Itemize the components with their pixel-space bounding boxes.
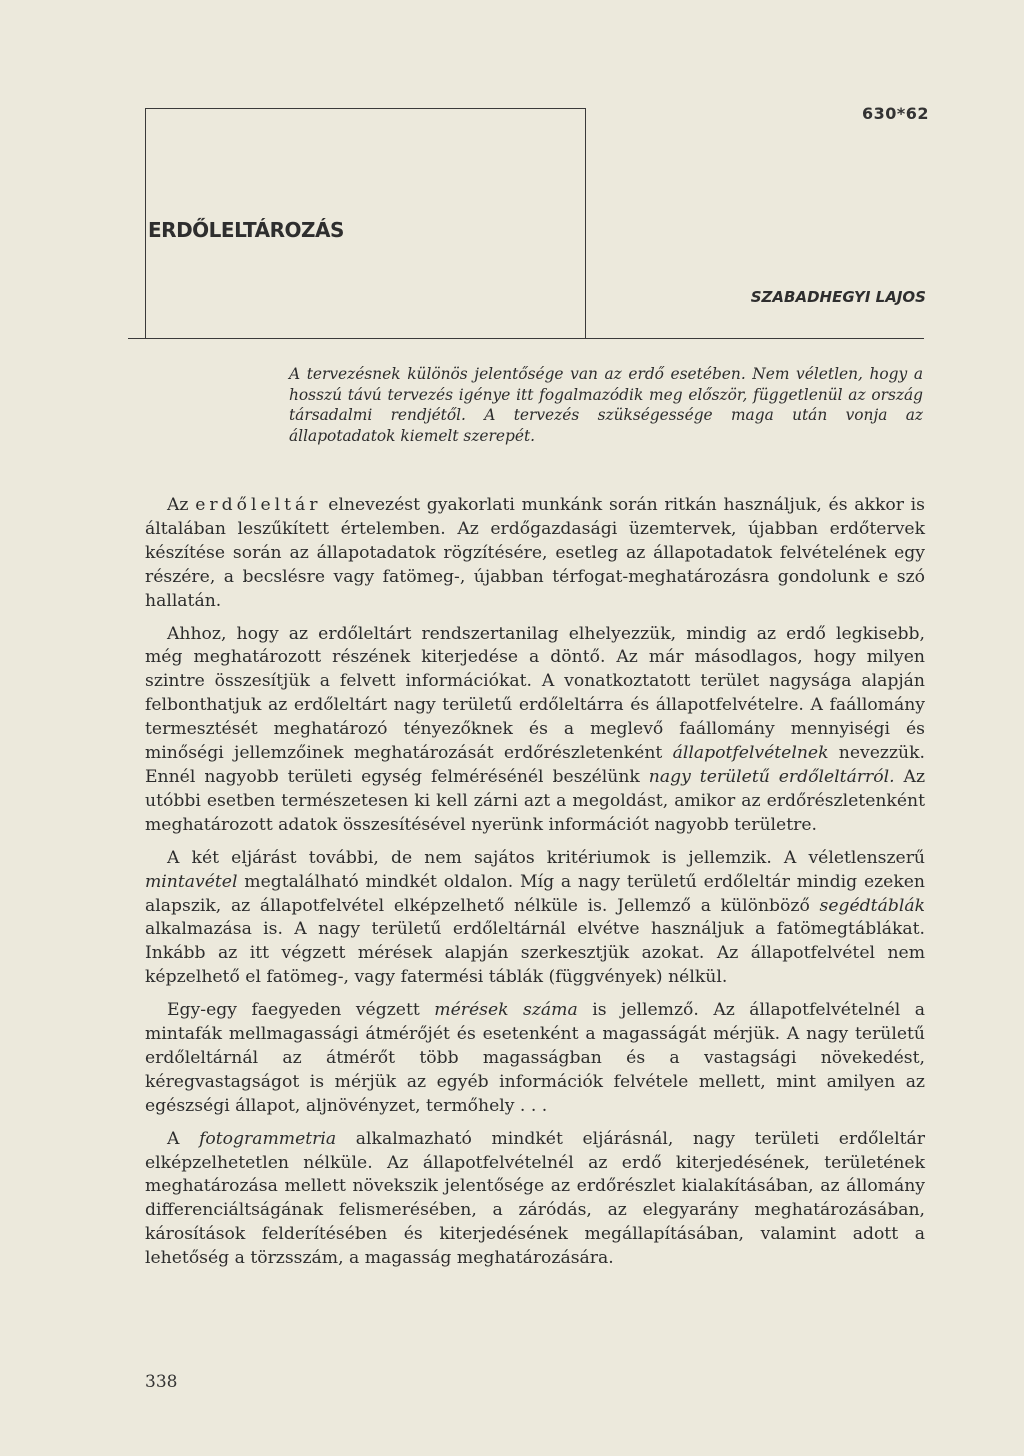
header-bottom-rule xyxy=(128,338,924,339)
paragraph-text: elnevezést gyakorlati munkánk során ritkán használjuk, és akkor is általában leszűkített értelemben. Az erdőgazdasági üzemtervek, újabban erdőtervek készítése során az állapotadatok rögzítésére, esetleg az állapotadatok felvételének egy részére, a becslésre vagy fatömeg-, újabban térfogat-meghatározásra gondolunk e szó hallatán. xyxy=(145,495,926,611)
header-top-rule xyxy=(145,108,585,109)
paragraph-1 xyxy=(145,494,925,614)
paragraph-text: alkalmazható mindkét eljárásnál, nagy területi erdőleltár elképzelhetetlen nélküle. Az állapotfelvételnél az erdő kiterjedésének, területének meghatározása mellett növekszik jelentősége az erdőrészlet kialakításában, az állomány differenciáltságának felismerésében, a záródás, az elegyarány meghatározásában, károsítások felderítésében és kiterjedésének megállapításában, valamint adott a lehetőség a törzsszám, a magasság meghatározására. xyxy=(145,1128,925,1269)
italic-term: fotogrammetria xyxy=(199,1128,337,1149)
paragraph-text: A xyxy=(167,1128,200,1149)
paragraph-text: Az xyxy=(167,495,196,515)
paragraph-text: alkalmazása is. A nagy területű erdőleltárnál elvétve használjuk a fatömegtáblákat. Inkább az itt végzett mérések alapján szerkesztjük azokat. Az állapotfelvétel nem képzelhető el fatömeg-, vagy fatermési táblák (függvények) nélkül. xyxy=(145,919,925,988)
paragraph-5 xyxy=(145,1128,925,1271)
article-title: ERDŐLELTÁROZÁS xyxy=(148,218,344,242)
paragraph-2 xyxy=(145,623,925,838)
classification-code: 630*62 xyxy=(862,104,930,123)
abstract: A tervezésnek különös jelentősége van az erdő esetében. Nem véletlen, hogy a hosszú távú tervezés igénye itt fogalmazódik meg először, függetlenül az ország társadalmi rendjétől. A tervezés szükségessége maga után vonja az állapotadatok kiemelt szerepét. xyxy=(289,365,923,445)
italic-term: nagy területű erdőleltárról. xyxy=(648,766,895,787)
page-number: 338 xyxy=(145,1372,178,1392)
header-left-rule xyxy=(145,108,146,338)
paragraph-text: megtalálható mindkét oldalon. Míg a nagy területű erdőleltár mindig ezeken alapszik, az állapotfelvétel elképzelhető nélküle is. Jellemző a különböző xyxy=(145,871,925,916)
paragraph-text: A két eljárást további, de nem sajátos kritériumok is jellemzik. A véletlenszerű xyxy=(167,847,925,868)
author-name: SZABADHEGYI LAJOS xyxy=(750,288,926,306)
paragraph-3 xyxy=(145,847,925,990)
paragraph-text: Az utóbbi esetben természetesen ki kell zárni azt a megoldást, amikor az erdőrészletenként meghatározott adatok összesítésével nyerünk információt nagyobb területre. xyxy=(145,766,926,835)
article-body xyxy=(145,494,925,1280)
paragraph-text: Egy-egy faegyeden végzett xyxy=(167,1000,435,1021)
paragraph-4 xyxy=(145,999,925,1119)
header-divider-rule xyxy=(585,108,586,338)
italic-term: segédtáblák xyxy=(819,895,925,916)
paragraph-text: nevezzük. Ennél nagyobb területi egység felmérésénél beszélünk xyxy=(145,743,925,787)
italic-term: állapotfelvételnek xyxy=(672,743,829,764)
italic-term: mintavétel xyxy=(145,871,238,892)
paragraph-text: is jellemző. Az állapotfelvételnél a mintafák mellmagassági átmérőjét és esetenként a magasságát mérjük. A nagy területű erdőleltárnál az átmérőt több magasságban és a vastagsági növekedést, kéregvastagságot is mérjük az egyéb információk felvétele mellett, mint amilyen az egészségi állapot, aljnövényzet, termőhely . . . xyxy=(145,1000,925,1116)
spaced-term: erdőleltár xyxy=(195,495,322,515)
italic-term: mérések száma xyxy=(434,1000,578,1021)
paragraph-text: Ahhoz, hogy az erdőleltárt rendszertanilag elhelyezzük, mindig az erdő legkisebb, még meghatározott részének kiterjedése a döntő. Az már másodlagos, hogy milyen szintre összesítjük a felvett információkat. A vonatkoztatott terület nagysága alapján felbonthatjuk az erdőleltárt nagy területű erdőleltárra és állapotfelvételre. A faállomány termesztését meghatározó tényezőknek és a meglevő faállomány mennyiségi és minőségi jellemzőinek meghatározását erdőrészletenként xyxy=(145,623,925,764)
